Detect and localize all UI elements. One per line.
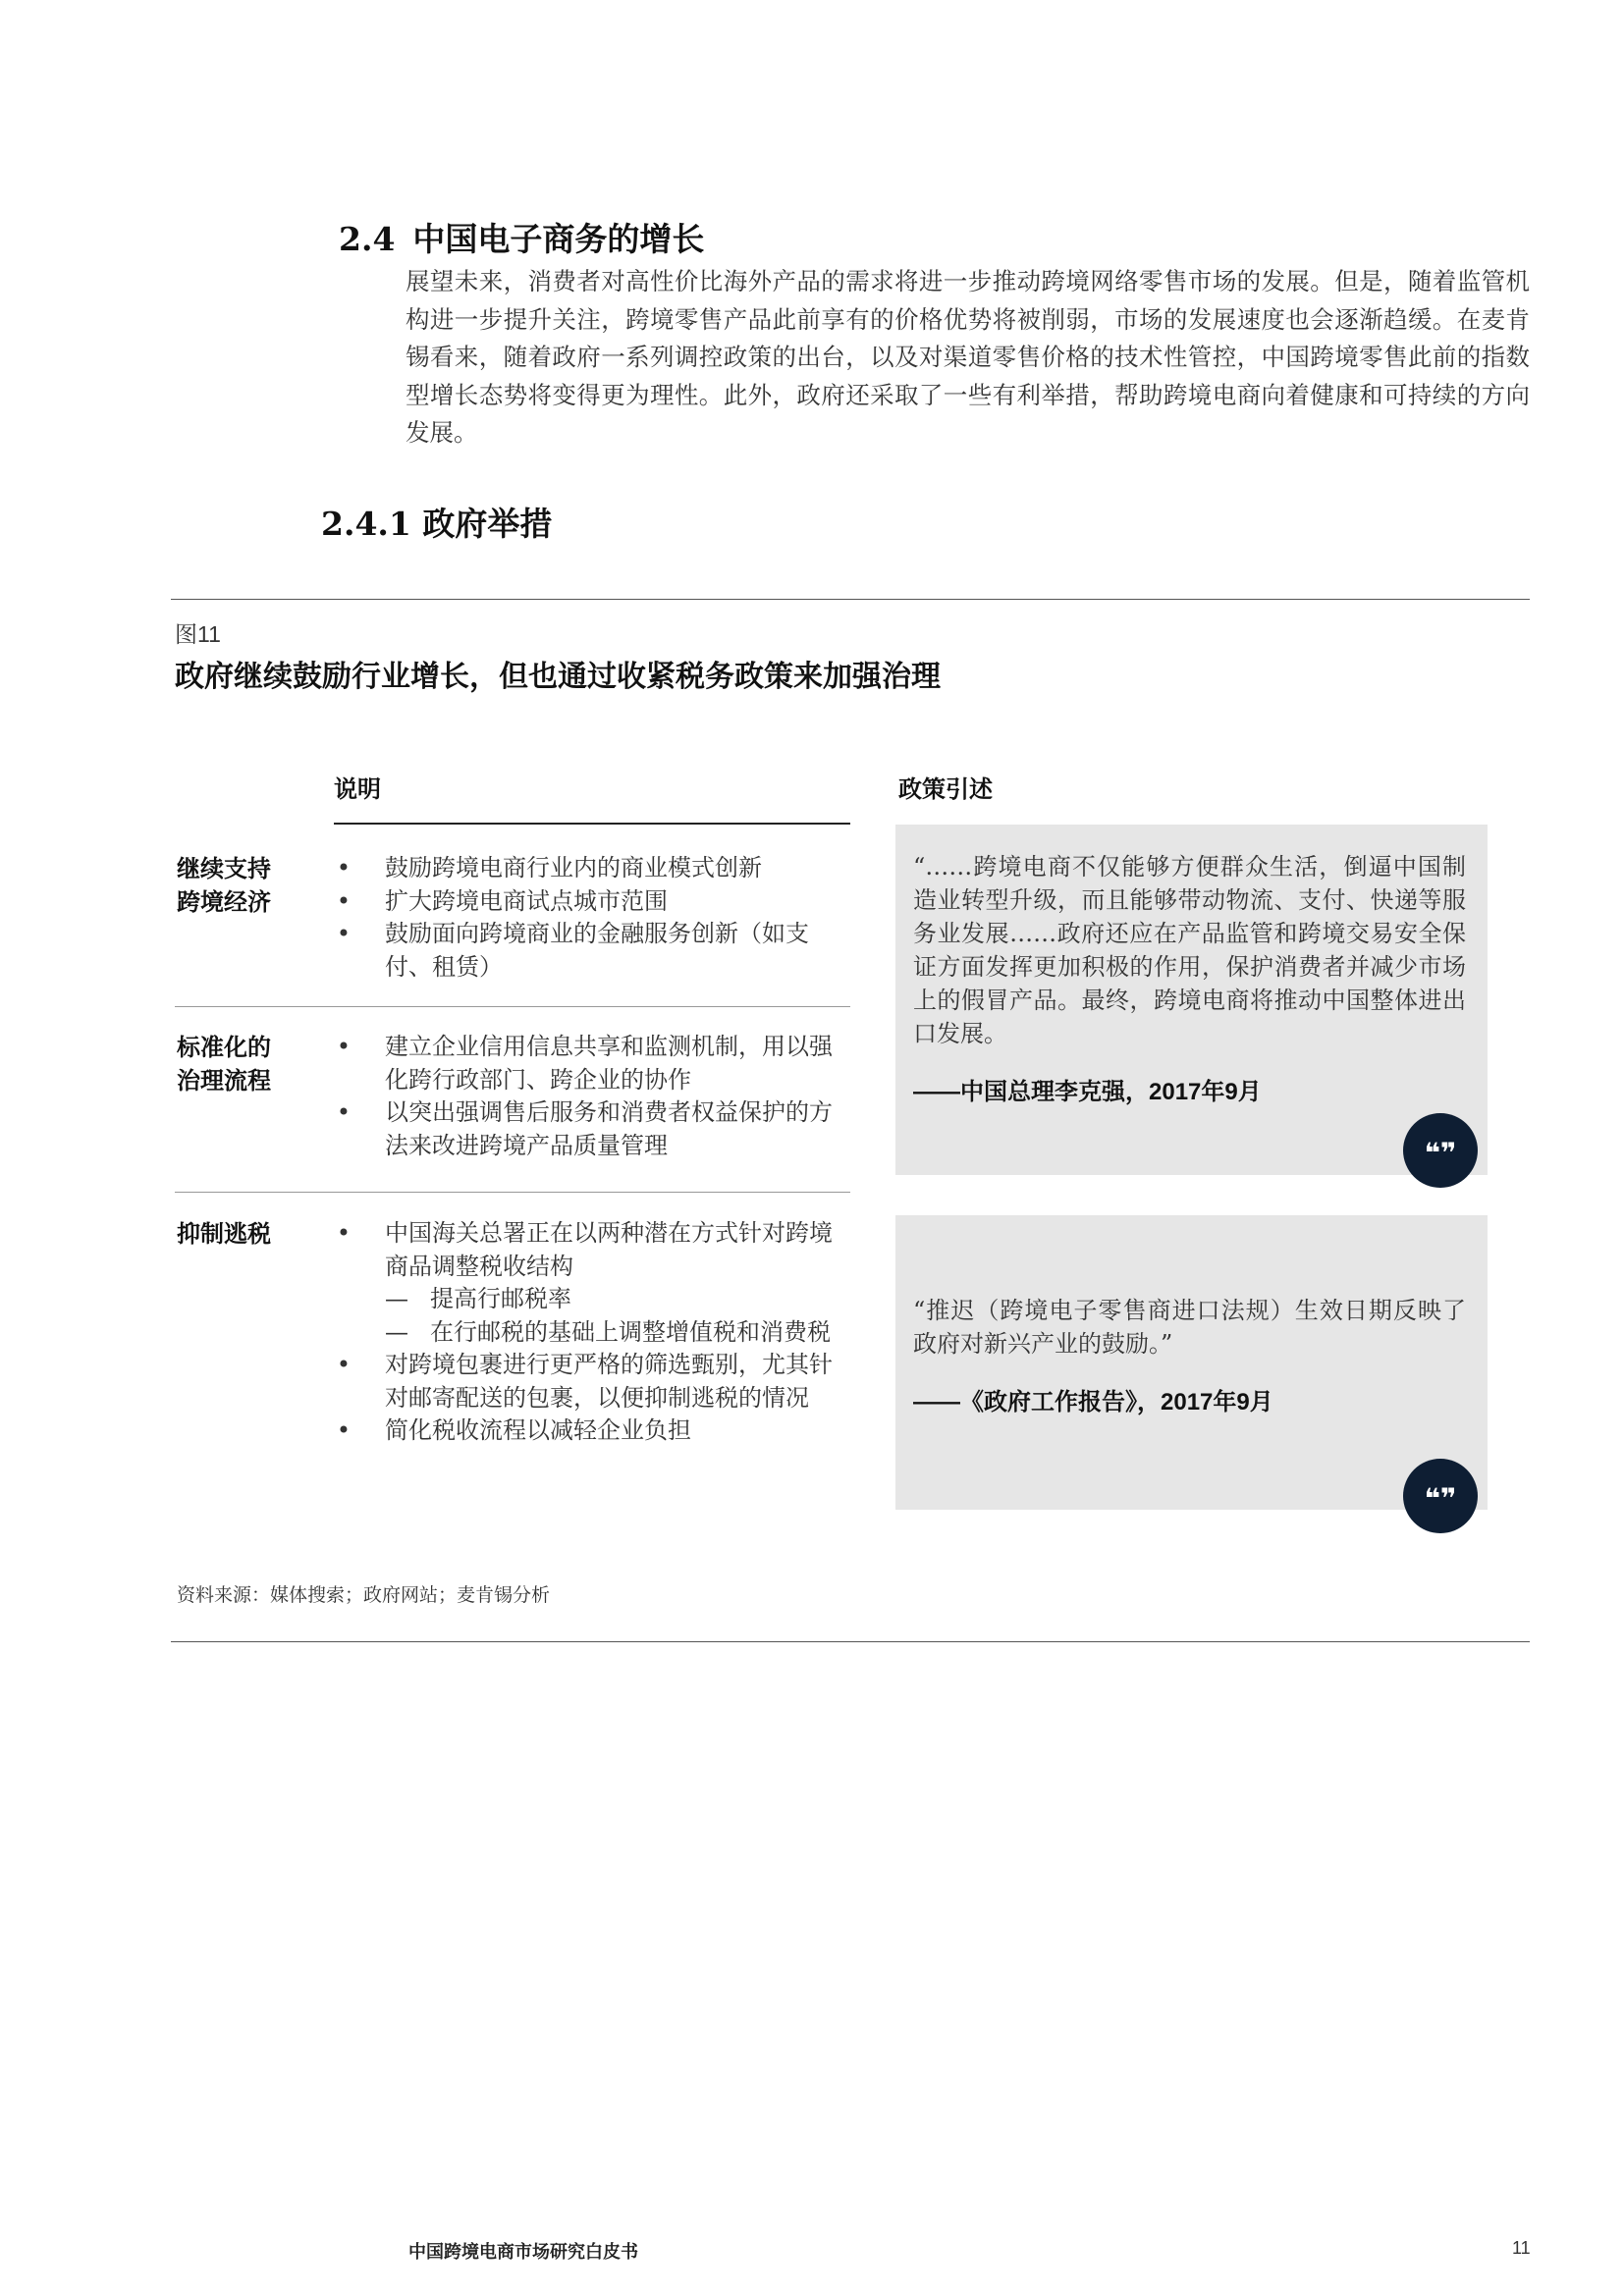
sub-bullet-list [385,1283,849,1349]
section-number: 2.4 [339,220,396,258]
quote-attribution: ——《政府工作报告》，2017年9月 [913,1389,1273,1415]
quote-mark-icon-glyph [1403,1459,1478,1533]
quote-glyph: ❝❞ [1424,1137,1457,1169]
quote-text: “……跨境电商不仅能够方便群众生活，倒逼中国制造业转型升级，而且能够带动物流、支付、快递等服务业发展……政府还应在产品监管和跨境交易安全保证方面发挥更加积极的作用，保护消费者并减少市场上的假冒产品。最终，跨境电商将推动中国整体进出口发展。 [913,853,1466,1047]
figure-number: 图11 [175,621,221,647]
subsection-title: 2.4.1 政府举措 [321,505,553,543]
list-item: • 以突出强调售后服务和消费者权益保护的方法来改进跨境产品质量管理 [336,1098,833,1159]
quote-box-premier [895,825,1488,1175]
quote-mark-icon [1403,1459,1478,1533]
page-number: 11 [1512,2238,1531,2258]
figure-title: 政府继续鼓励行业增长，但也通过收紧税务政策来加强治理 [175,660,941,694]
quote-glyph: ❝❞ [1424,1482,1457,1515]
row-divider [175,1192,850,1193]
figure-top-rule [171,599,1530,600]
quote-mark-icon-glyph [1403,1113,1478,1188]
list-item: • 鼓励跨境电商行业内的商业模式创新 [336,854,762,881]
bullet-list-governance [334,1031,849,1162]
sub-list-item: — 提高行邮税率 [385,1285,571,1312]
footer-title: 中国跨境电商市场研究白皮书 [408,2242,638,2263]
bullet-list-support [334,852,849,984]
list-item: • 简化税收流程以减轻企业负担 [336,1416,691,1444]
row-label-tax-evasion: 抑制逃税 [177,1219,271,1248]
column-header-explanation: 说明 [334,774,381,803]
list-item: • 扩大跨境电商试点城市范围 [336,886,668,915]
quote-text: “推迟（跨境电子零售商进口法规）生效日期反映了政府对新兴产业的鼓励。” [913,1297,1466,1358]
figure-source: 资料来源：媒体搜索；政府网站；麦肯锡分析 [177,1584,551,1606]
section-title-text: 中国电子商务的增长 [412,220,705,258]
row-divider [175,1006,850,1007]
section-title [339,214,704,260]
list-item: • 鼓励面向跨境商业的金融服务创新（如支付、租赁） [336,920,809,981]
list-item: • 对跨境包裹进行更严格的筛选甄别，尤其针对邮寄配送的包裹，以便抑制逃税的情况 [336,1351,833,1412]
column-header-rule [334,823,850,825]
row-label-governance: 标准化的 治理流程 [177,1033,271,1095]
list-item: • 中国海关总署正在以两种潜在方式针对跨境商品调整税收结构 — 提高行邮税率 — 在行邮税的基础上调整增值税和消费税 [334,1217,849,1349]
row-label-support: 继续支持 跨境经济 [177,854,271,916]
figure-bottom-rule [171,1641,1530,1642]
column-header-quote: 政策引述 [898,774,993,803]
quote-mark-icon [1403,1113,1478,1188]
sub-list-item: — 在行邮税的基础上调整增值税和消费税 [385,1317,831,1346]
section-intro-paragraph: 展望未来，消费者对高性价比海外产品的需求将进一步推动跨境网络零售市场的发展。但是，随着监管机构进一步提升关注，跨境零售产品此前享有的价格优势将被削弱，市场的发展速度也会逐渐趋缓。在麦肯锡看来，随着政府一系列调控政策的出台，以及对渠道零售价格的技术性管控，中国跨境零售此前的指数型增长态势将变得更为理性。此外，政府还采取了一些有利举措，帮助跨境电商向着健康和可持续的方向发展。 [406,267,1530,447]
list-item: • 建立企业信用信息共享和监测机制，用以强化跨行政部门、跨企业的协作 [336,1033,833,1094]
bullet-list-tax-evasion [334,1217,849,1448]
quote-box-government-report [895,1215,1488,1510]
quote-attribution: ——中国总理李克强，2017年9月 [913,1079,1262,1105]
